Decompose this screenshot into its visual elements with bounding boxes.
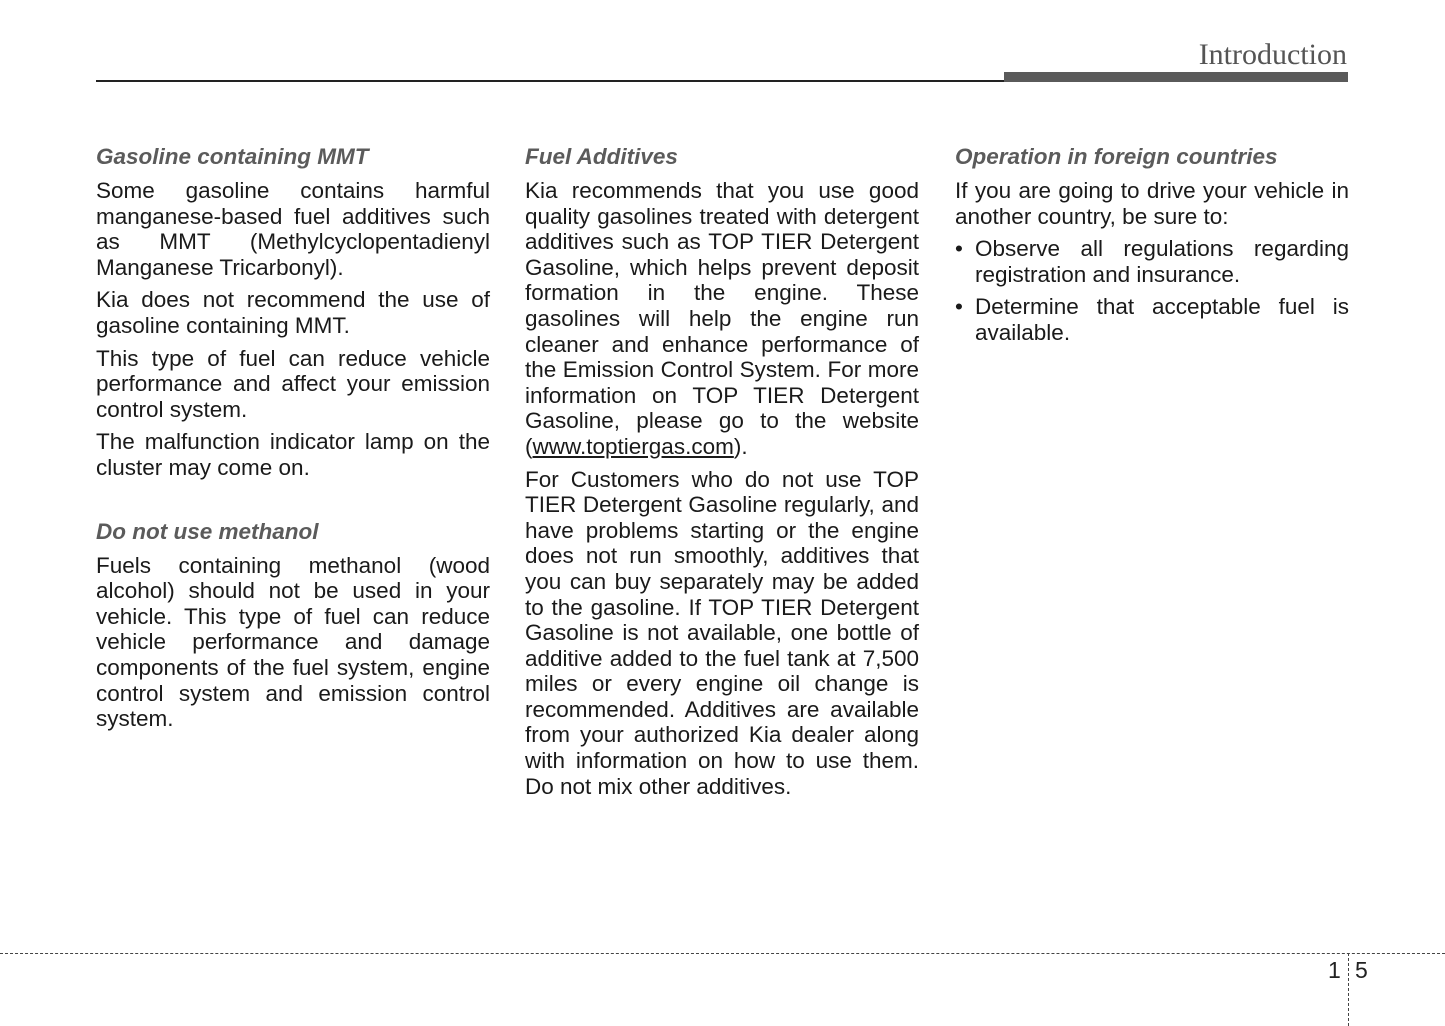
paragraph: For Customers who do not use TOP TIER Detergent Gasoline regularly, and have problems starting or the engine does not run smoothly, additives that you can buy separately may be added to the gasoline. If TOP TIER Detergent Gasoline is not available, one bottle of additive added to the fuel tank at 7,500 miles or every engine oil change is recommended. Additives are available from your authorized Kia dealer along with information on how to use them. Do not mix other additives. (525, 466, 919, 799)
header-rule (96, 80, 1006, 82)
chapter-number: 1 (1328, 957, 1341, 983)
left-column (96, 143, 490, 739)
bullet-icon: • (955, 236, 963, 262)
toptier-website-link[interactable]: www.toptiergas.com (532, 433, 734, 459)
header-bar (1004, 72, 1348, 82)
paragraph-text: ). (733, 433, 748, 459)
heading-fuel-additives: Fuel Additives (525, 144, 678, 169)
right-column (955, 143, 1349, 353)
heading-methanol: Do not use methanol (96, 518, 319, 544)
paragraph: Some gasoline contains harmful manganese-based fuel additives such as MMT (Methylcyclopentadienyl Manganese Tricarbonyl). (96, 178, 490, 280)
heading-mmt: Gasoline containing MMT (96, 144, 369, 169)
paragraph: This type of fuel can reduce vehicle performance and affect your emission control system. (96, 345, 490, 422)
paragraph (525, 178, 919, 460)
footer-rule (0, 953, 1445, 954)
paragraph: Fuels containing methanol (wood alcohol) should not be used in your vehicle. This type of fuel can reduce vehicle performance and damage components of the fuel system, engine control system and emission control system. (96, 552, 490, 732)
section-title: Introduction (1198, 38, 1347, 71)
paragraph: If you are going to drive your vehicle in another country, be sure to: (955, 178, 1349, 229)
page-number: 5 (1355, 957, 1368, 983)
list-item (955, 294, 1349, 345)
list-item-text: Determine that acceptable fuel is available. (975, 294, 1349, 345)
paragraph: The malfunction indicator lamp on the cluster may come on. (96, 429, 490, 480)
list-item (955, 236, 1349, 287)
bullet-list (955, 236, 1349, 345)
heading-foreign-countries: Operation in foreign countries (955, 144, 1278, 169)
paragraph: Kia does not recommend the use of gasoline containing MMT. (96, 287, 490, 338)
paragraph-text: Kia recommends that you use good quality gasolines treated with detergent additives such as TOP TIER Detergent Gasoline, which helps prevent deposit formation in the engine. These gasolines will help the engine run cleaner and enhance performance of the Emission Control System. For more information on TOP TIER Detergent Gasoline, please go to the website ( (525, 178, 919, 459)
middle-column (525, 143, 919, 806)
list-item-text: Observe all regulations regarding registration and insurance. (975, 236, 1349, 287)
bullet-icon: • (955, 294, 963, 320)
footer-divider (1348, 953, 1349, 1026)
